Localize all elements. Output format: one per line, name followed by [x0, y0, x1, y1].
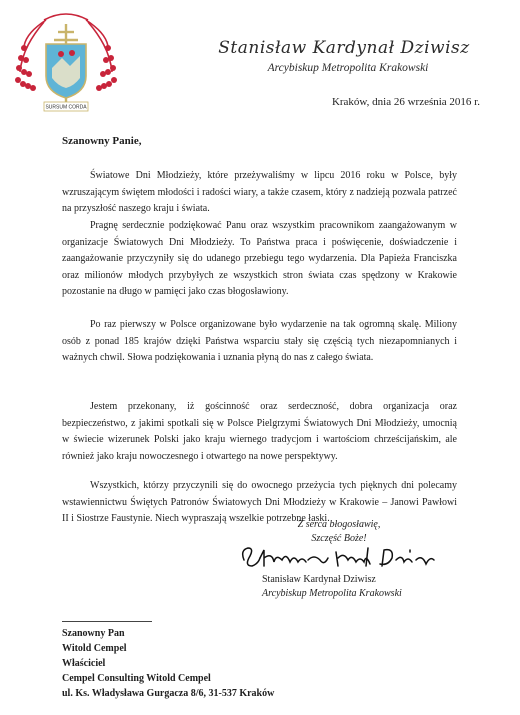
recipient-address: [62, 626, 274, 701]
body-paragraph: Pragnę serdecznie podziękować Panu oraz wszystkim pracownikom zaangażowanym w organizacje Światowych Dni Młodzieży. To Państwa praca i poświęcenie, doświadczenie i zaangażowanie przyczyniły się do udanego przebiegu tego wydarzenia. Dla Papieża Franciszka oraz milionów młodych przybyłych ze wszystkich stron świata czas spędzony w Krakowie pozostanie na długo w pamięci jako czas błogosławiony.: [62, 220, 457, 297]
signer-name: Stanisław Kardynał Dziwisz: [262, 574, 376, 585]
sender-title: Arcybiskup Metropolita Krakowski: [267, 62, 429, 74]
body-paragraph: Jestem przekonany, iż gościnność oraz serdeczność, dobra organizacja oraz bezpieczeństwo, z jakimi spotkali się w Polsce Pielgrzymi Światowych Dni Młodzieży, umocnią w świecie wizerunek Polski jako kraju wiernego tradycjom i wartościom chrześcijańskim, ale również jako kraju nowoczesnego i otwartego na nowe perspektywy.: [62, 401, 457, 462]
recipient-line: ul. Ks. Władysława Gurgacza 8/6, 31-537 Kraków: [62, 688, 275, 699]
body-paragraph: Światowe Dni Młodzieży, które przeżywaliśmy w lipcu 2016 roku w Polsce, były wzruszającym świętem młodości i radości wiary, a także czasem, który z nadzieją pozwala patrzeć na przyszłość naszego kraju i świata.: [62, 170, 457, 214]
closing-line: Szczęść Boże!: [311, 533, 367, 544]
letter-date: Kraków, dnia 26 września 2016 r.: [331, 96, 480, 108]
signer-block: [262, 573, 402, 601]
handwritten-signature: [238, 540, 438, 574]
closing-line: Z serca błogosławię,: [297, 519, 381, 530]
recipient-line: Witold Cempel: [62, 643, 127, 654]
recipient-line: Cempel Consulting Witold Cempel: [62, 673, 211, 684]
coat-of-arms-icon: [14, 6, 118, 114]
recipient-line: Szanowny Pan: [62, 628, 125, 639]
body-paragraph: Wszystkich, którzy przyczynili się do owocnego przeżycia tych pięknych dni polecamy wstawiennictwu Świętych Patronów Światowych Dni Młodzieży w Krakowie – Janowi Pawłowi II i Siostrze Faustynie. Niech wypraszają wszelkie potrzebne łaski.: [62, 480, 457, 524]
divider: [62, 621, 152, 622]
signer-title: Arcybiskup Metropolita Krakowski: [262, 588, 402, 599]
sender-name: Stanisław Kardynał Dziwisz: [218, 38, 470, 58]
salutation: Szanowny Panie,: [62, 135, 142, 147]
coat-motto: SURSUM CORDA: [45, 104, 87, 111]
recipient-line: Właściciel: [62, 658, 106, 669]
body-paragraph: Po raz pierwszy w Polsce organizowane było wydarzenie na tak ogromną skalę. Miliony osób z ponad 185 krajów dzięki Państwa wsparciu stały się częścią tych niezapomnianych i ważnych chwil. Słowa podziękowania i uznania płyną do nas z całego świata.: [62, 319, 457, 363]
